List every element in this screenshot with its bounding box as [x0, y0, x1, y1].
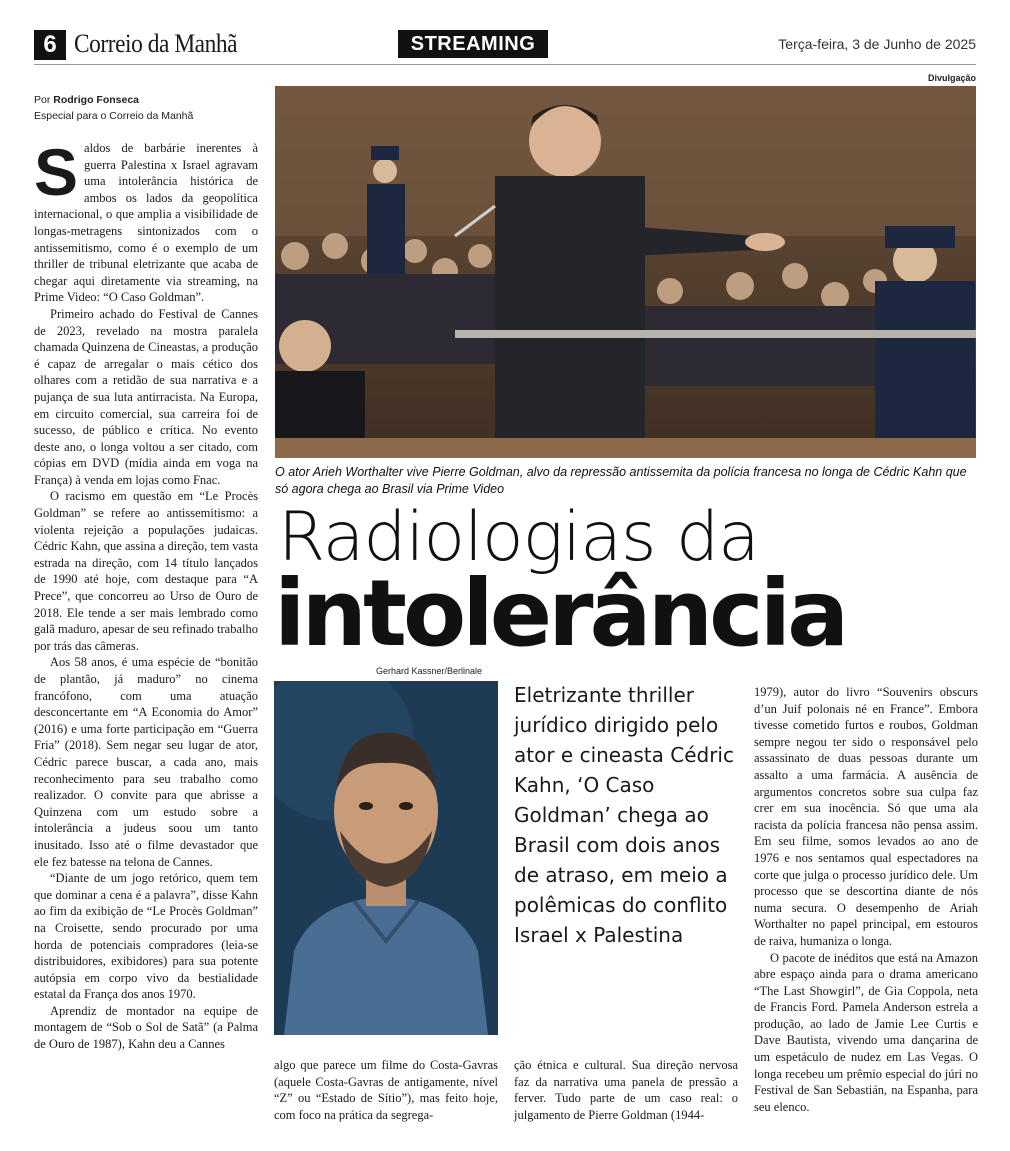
article-paragraph: Primeiro achado do Festival de Cannes de 2023, revelado na mostra paralela chamada Quinzena de Cineastas, a produção é capaz de arregalar o mais cético dos olhares com a retidão de sua narrativa e a pujança de sua luta antirracista. Na Europa, em circuito comercial, sua carreira foi de sucesso, de público e crítica. No evento deste ano, o longa voltou a ser citado, com cópias em DVD (mídia ainda em voga na França) à venda em lojas como Fnac.	[34, 306, 258, 487]
article-paragraph: Saldos de barbárie inerentes à guerra Palestina x Israel agravam uma intolerância histórica de ambos os lados da geopolítica internacional, o que amplia a visibilidade de longas-metragens sintonizados com o antissemitismo, como é o exemplo de um thriller de tribunal eletrizante que acaba de chegar aqui diretamente via streaming, na Prime Video: “O Caso Goldman”.	[34, 135, 258, 305]
article-paragraph: Aos 58 anos, é uma espécie de “bonitão de plantão, já maduro” no cinema francófono, com uma atuação desconcertante em “A Economia do Amor” (2016) e uma forte participação em “Guerra Fria” (2018). Sem negar seu lugar de ator, Cédric parece buscar, a cada ano, mais reconhecimento para seu trabalho como realizador. O convite para que abrisse a Quinzena com um estudo sobre a intolerância a judeus soou um tanto inusitado. Isso até o filme devastador que ele fez batesse na telona de Cannes.	[34, 655, 258, 869]
publication-date: Terça-feira, 3 de Junho de 2025	[778, 36, 976, 52]
article-paragraph: “Diante de um jogo retórico, quem tem que dominar a cena é a palavra”, disse Kahn ao fim da exibição de “Le Procès Goldman” na Croisette, sendo procurado por uma horda de potenciais compradores (leia-se distribuidores, exibidores) para sua potente autópsia em corpo vivo da bestialidade estatal da França dos anos 1970.	[34, 871, 258, 1002]
photo-caption: O ator Arieh Worthalter vive Pierre Goldman, alvo da repressão antissemita da polícia francesa no longa de Cédric Kahn que só agora chega ao Brasil via Prime Video	[275, 465, 967, 496]
byline	[34, 92, 193, 124]
section-tag: STREAMING	[398, 30, 548, 58]
headline-line-2: intolerância	[274, 560, 846, 667]
article-paragraph: O racismo em questão em “Le Procès Goldman” se refere ao antissemitismo: a violenta rejeição a populações judaicas. Cédric Kahn, que assina a direção, tem vasta estrada na direção, com 14 título lançados de 1990 até hoje, com destaque para “A Prece”, que concorreu ao Urso de Ouro de 2018. Ele tende a ser mais lembrado como galã maduro, apesar de seu refinado trabalho por trás das câmeras.	[34, 489, 258, 653]
byline-prefix: Por	[34, 94, 51, 106]
drop-cap: S	[34, 135, 79, 209]
pull-quote: Eletrizante thriller jurídico dirigido pelo ator e cineasta Cédric Kahn, ‘O Caso Goldman’ chega ao Brasil com dois anos de atraso, em meio a polêmicas do conflito Israel x Palestina	[514, 683, 734, 947]
article-column-2	[274, 1057, 498, 1123]
courtroom-photo	[275, 86, 976, 458]
article-paragraph: algo que parece um filme do Costa-Gavras (aquele Costa-Gavras de antigamente, nível “Z” ou “Estado de Sítio”), mas feito hoje, com foco na prática da segrega-	[274, 1058, 498, 1122]
headline-line-1: Radiologias da	[278, 498, 759, 577]
courtroom-photo-illustration	[275, 86, 976, 458]
photo-credit: Divulgação	[927, 73, 976, 83]
masthead: Correio da Manhã	[74, 29, 238, 58]
portrait-credit: Gerhard Kassner/Berlinale	[376, 666, 483, 676]
page-number: 6	[34, 30, 66, 60]
article-column-1	[34, 135, 258, 1053]
article-paragraph: O pacote de inéditos que está na Amazon abre espaço ainda para o drama americano “The Last Showgirl”, de Gia Coppola, neta de Francis Ford. Pamela Anderson estrela a produção, ao lado de Jamie Lee Curtis e Dave Bautista, vivendo uma dançarina de um espetáculo de nudez em Las Vegas. O longa recebeu um prêmio especial do júri no Festival de San Sebastián, na Espanha, para seu elenco.	[754, 950, 978, 1114]
byline-role: Especial para o Correio da Manhã	[34, 110, 194, 122]
portrait-photo	[274, 681, 498, 1035]
article-paragraph: 1979), autor do livro “Souvenirs obscurs d’un Juif polonais né en France”. Embora tivesse cometido furtos e roubos, Goldman sempre negou ter sido o responsável pelo assassinato de duas pessoas durante um assalto a uma farmácia. A ausência de argumentos concretos sobre sua culpa faz crer em sua inocência. Só que uma ala racista da polícia francesa não pensa assim. Em seu filme, somos levados ao ano de 1976 e nos sentamos qual espectadores na corte que julga o processo jurídico dele. Um processo que se descortina diante de nós numa secura. O desempenho de Ariah Worthalter no papel principal, em estouros de raiva, humaniza o longa.	[754, 685, 978, 948]
byline-author: Rodrigo Fonseca	[53, 94, 140, 106]
header-rule	[34, 64, 976, 65]
article-paragraph: Aprendiz de montador na equipe de montagem de “Sob o Sol de Satã” (a Palma de Ouro de 1987), Kahn deu a Cannes	[34, 1003, 258, 1052]
article-paragraph: ção étnica e cultural. Sua direção nervosa faz da narrativa uma panela de pressão a ferver. Tudo parte de um caso real: o julgamento de Pierre Goldman (1944-	[514, 1058, 738, 1122]
article-column-4	[754, 684, 978, 1115]
article-column-3	[514, 1057, 738, 1123]
portrait-illustration	[274, 681, 498, 1035]
